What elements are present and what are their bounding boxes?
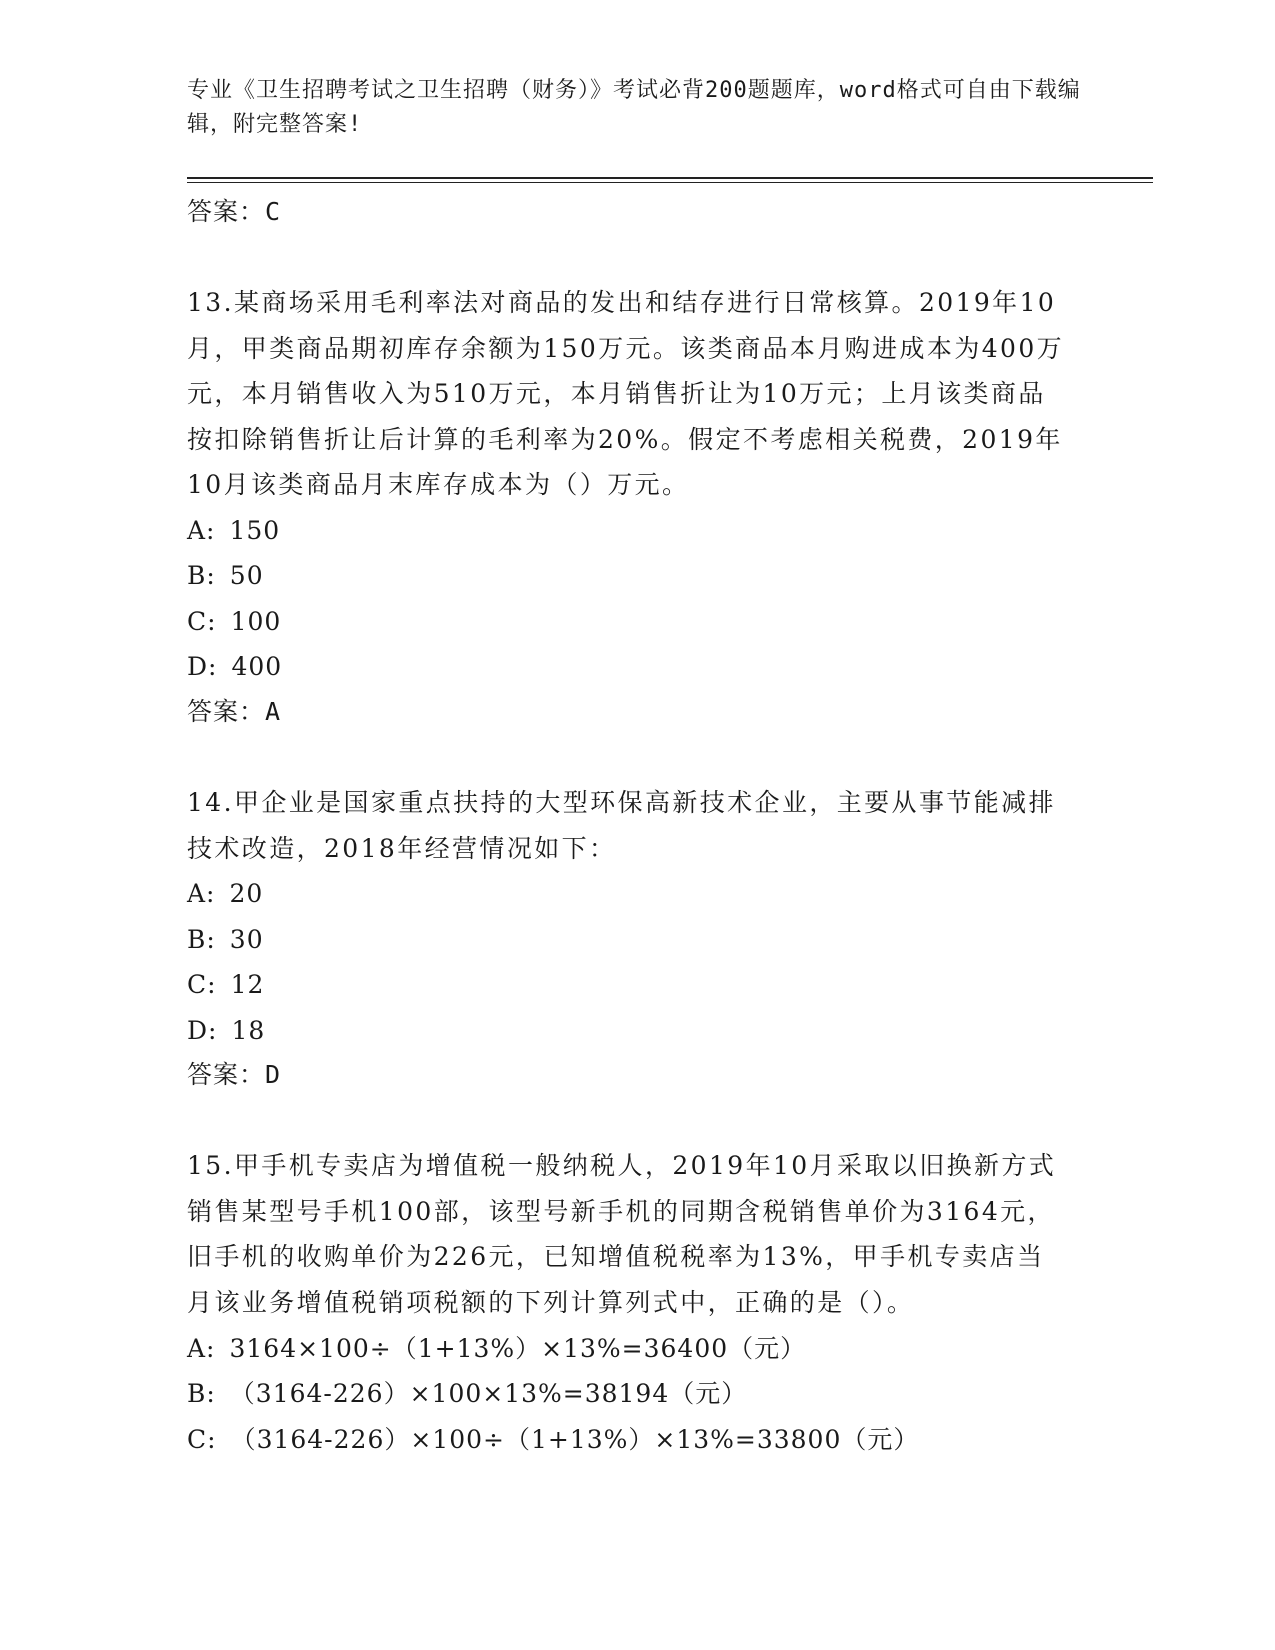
option-a — [187, 508, 1087, 554]
answer-line: 答案：D — [187, 1060, 282, 1090]
header-rule-thick — [187, 177, 1153, 179]
question-stem: 15.甲手机专卖店为增值税一般纳税人，2019年10月采取以旧换新方式销售某型号手机100部，该型号新手机的同期含税销售单价为3164元，旧手机的收购单价为226元，已知增值税税率为13%，甲手机专卖店当月该业务增值税销项税额的下列计算列式中，正确的是（）。 — [187, 1151, 1057, 1317]
document-header: 专业《卫生招聘考试之卫生招聘（财务）》考试必背200题题库，word格式可自由下载编辑，附完整答案! — [187, 78, 1081, 137]
option-b — [187, 917, 1087, 963]
option-label: D: — [187, 1015, 218, 1045]
option-a — [187, 1326, 1087, 1372]
option-d — [187, 644, 1087, 690]
option-b — [187, 1371, 1087, 1417]
option-label: A: — [187, 879, 216, 909]
question-15 — [187, 1143, 1087, 1462]
answer-line: 答案：C — [187, 197, 282, 226]
answer-line: 答案：A — [187, 696, 282, 726]
option-label: C: — [187, 1424, 217, 1454]
option-text: 30 — [229, 924, 264, 954]
option-text: （3164-226）×100×13%=38194（元） — [229, 1379, 748, 1409]
option-c — [187, 962, 1087, 1008]
option-text: 18 — [231, 1015, 266, 1045]
option-text: 400 — [231, 652, 283, 682]
option-text: 12 — [230, 970, 265, 1000]
option-b — [187, 553, 1087, 599]
option-a — [187, 871, 1087, 917]
option-text: （3164-226）×100÷（1+13%）×13%=33800（元） — [230, 1424, 920, 1454]
option-label: B: — [187, 561, 216, 591]
option-label: D: — [187, 652, 218, 682]
option-c — [187, 1417, 1087, 1463]
question-stem: 14.甲企业是国家重点扶持的大型环保高新技术企业，主要从事节能减排技术改造，2018年经营情况如下： — [187, 787, 1056, 863]
option-label: B: — [187, 924, 216, 954]
option-label: A: — [187, 1333, 216, 1363]
option-text: 50 — [229, 561, 264, 591]
option-text: 20 — [229, 879, 264, 909]
option-c — [187, 599, 1087, 645]
option-label: B: — [187, 1379, 216, 1409]
option-label: C: — [187, 970, 217, 1000]
option-label: C: — [187, 606, 217, 636]
option-d — [187, 1008, 1087, 1054]
question-stem: 13.某商场采用毛利率法对商品的发出和结存进行日常核算。2019年10月，甲类商品期初库存余额为150万元。该类商品本月购进成本为400万元，本月销售收入为510万元，本月销售折让为10万元；上月该类商品按扣除销售折让后计算的毛利率为20%。假定不考虑相关税费，2019年10月该类商品月末库存成本为（）万元。 — [187, 288, 1065, 500]
header-rule-thin — [187, 182, 1153, 183]
question-14 — [187, 780, 1087, 1097]
question-list — [187, 190, 1087, 1462]
question-13 — [187, 280, 1087, 734]
option-label: A: — [187, 515, 216, 545]
option-text: 150 — [229, 515, 281, 545]
option-text: 3164×100÷（1+13%）×13%=36400（元） — [229, 1333, 807, 1363]
option-text: 100 — [230, 606, 282, 636]
